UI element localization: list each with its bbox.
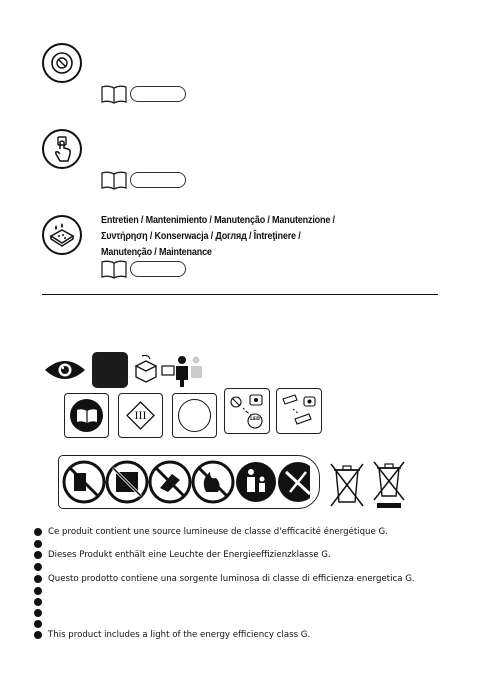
bullet-dot xyxy=(34,587,42,595)
energy-line xyxy=(34,619,48,629)
bullet-dot xyxy=(34,620,42,628)
magnifier-care-icon xyxy=(42,43,82,83)
manual-reference xyxy=(100,170,186,190)
bullet-dot xyxy=(34,598,42,606)
bullet-dot xyxy=(34,609,42,617)
energy-text: Ce produit contient une source lumineuse de classe d'efficacité énergétique G. xyxy=(48,527,388,537)
prohibited-actions-icons xyxy=(60,458,310,506)
bullet-dot xyxy=(34,575,42,583)
energy-text: Dieses Produkt enthält eine Leuchte der Energieeffizienzklasse G. xyxy=(48,550,331,560)
energy-text: Questo prodotto contiene una sorgente luminosa di classe di efficienza energetica G. xyxy=(48,574,415,584)
class-iii-label: III xyxy=(134,408,147,422)
bullet-dot xyxy=(34,540,42,548)
dark-instruction-panel xyxy=(92,352,128,388)
no-fire-icon xyxy=(193,462,233,502)
sponge-cleaning-icon xyxy=(42,215,82,255)
bullet-dot xyxy=(34,528,42,536)
weee-bin-icon xyxy=(327,460,367,508)
energy-line xyxy=(34,550,331,560)
maintenance-title-line-2: Συντήρηση / Konserwacja / Догляд / Întreţinere / xyxy=(101,230,301,242)
unpacking-instructions-icon xyxy=(128,352,208,388)
energy-line xyxy=(34,586,48,596)
bullet-dot xyxy=(34,551,42,559)
led-replacement-box xyxy=(224,388,270,434)
weee-bin-bar-icon xyxy=(370,458,408,510)
blank-circle-icon xyxy=(178,399,211,432)
manual-reference xyxy=(100,259,186,279)
bullet-dot xyxy=(34,631,42,639)
energy-line xyxy=(34,562,48,572)
maintenance-title-line-1: Entretien / Mantenimiento / Manutenção / Manutenzione / xyxy=(101,214,335,226)
touch-finger-icon xyxy=(42,129,82,169)
class-iii-box xyxy=(118,393,163,438)
energy-line xyxy=(34,527,388,537)
manual-book-icon xyxy=(100,170,128,190)
manual-page-pill xyxy=(130,172,186,188)
energy-line xyxy=(34,597,48,607)
tube-replacement-box xyxy=(276,388,322,434)
manual-book-icon xyxy=(100,259,128,279)
tube-replace-icon xyxy=(279,391,319,431)
no-touch-icon xyxy=(150,462,190,502)
no-tools-icon xyxy=(278,462,310,502)
no-battery-icon xyxy=(107,462,147,502)
led-replace-icon xyxy=(227,391,267,431)
manual-book-icon xyxy=(100,84,128,104)
maintenance-title-line-3: Manutenção / Maintenance xyxy=(101,246,212,258)
energy-line xyxy=(34,608,48,618)
energy-line xyxy=(34,539,48,549)
led-label: LED xyxy=(250,417,260,422)
section-divider xyxy=(42,294,438,295)
manual-page-pill xyxy=(130,261,186,277)
read-manual-box xyxy=(64,393,109,438)
blank-circle-box xyxy=(172,393,217,438)
manual-page-pill xyxy=(130,86,186,102)
manual-reference xyxy=(100,84,186,104)
energy-text: This product includes a light of the energy efficiency class G. xyxy=(48,630,311,640)
bullet-dot xyxy=(34,563,42,571)
eye-icon xyxy=(44,357,86,383)
energy-line xyxy=(34,630,310,640)
energy-line xyxy=(34,574,415,584)
read-manual-icon xyxy=(70,399,103,432)
no-children-icon xyxy=(236,462,276,502)
no-plug-icon xyxy=(64,462,104,502)
